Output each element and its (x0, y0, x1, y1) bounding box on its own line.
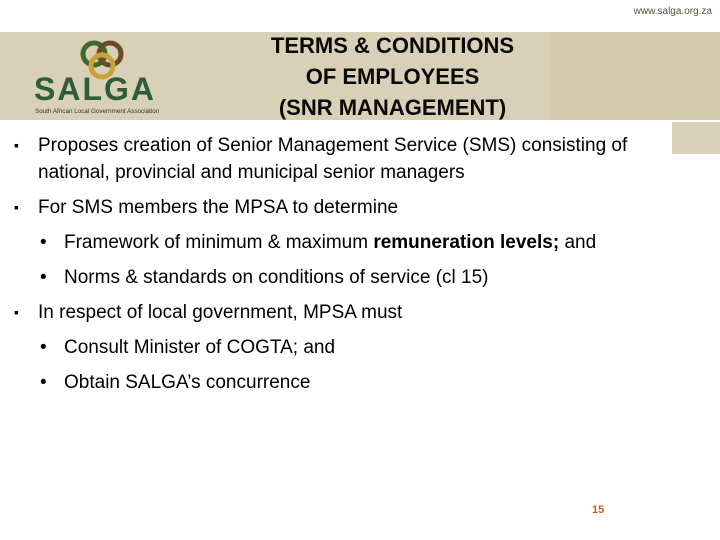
logo-tagline: South African Local Government Association (35, 108, 160, 115)
bullet-item (14, 299, 704, 326)
title-line-1: TERMS & CONDITIONS (270, 33, 515, 58)
round-bullet-icon: • (40, 267, 47, 288)
bullet-text: In respect of local government, MPSA must (38, 302, 403, 323)
sub-bullet-text: Obtain SALGA’s concurrence (64, 372, 311, 393)
bullet-text: For SMS members the MPSA to determine (38, 197, 399, 218)
sub-bullet-item (14, 369, 704, 396)
bullet-item (14, 194, 704, 221)
bullet-item (14, 132, 704, 186)
header-band-right (550, 32, 720, 120)
salga-logo (30, 38, 190, 116)
website-url: www.salga.org.za (633, 6, 712, 17)
square-bullet-icon: ▪ (14, 137, 19, 153)
sub-bullet-text-pre: Framework of minimum & maximum (64, 232, 374, 253)
page-number: 15 (592, 504, 605, 516)
sub-bullet-item (14, 264, 704, 291)
round-bullet-icon: • (40, 372, 47, 393)
slide-content (14, 132, 704, 396)
title-line-3: (SNR MANAGEMENT) (278, 95, 507, 120)
salga-logo-graphic (30, 38, 190, 116)
square-bullet-icon: ▪ (14, 304, 19, 320)
square-bullet-icon: ▪ (14, 199, 19, 215)
sub-bullet-text: Norms & standards on conditions of service (cl 15) (64, 267, 489, 288)
bullet-text: Proposes creation of Senior Management Service (SMS) consisting of national, provincial and municipal senior managers (38, 135, 628, 183)
sub-bullet-text-post: and (559, 232, 597, 253)
sub-bullet-text-bold: remuneration levels; (373, 232, 560, 253)
round-bullet-icon: • (40, 232, 47, 253)
sub-bullet-text: Consult Minister of COGTA; and (64, 337, 336, 358)
slide-title (220, 30, 565, 123)
sub-bullet-item (14, 334, 704, 361)
logo-text: SALGA (34, 71, 156, 107)
round-bullet-icon: • (40, 337, 47, 358)
sub-bullet-item (14, 229, 704, 256)
title-line-2: OF EMPLOYEES (305, 64, 480, 89)
